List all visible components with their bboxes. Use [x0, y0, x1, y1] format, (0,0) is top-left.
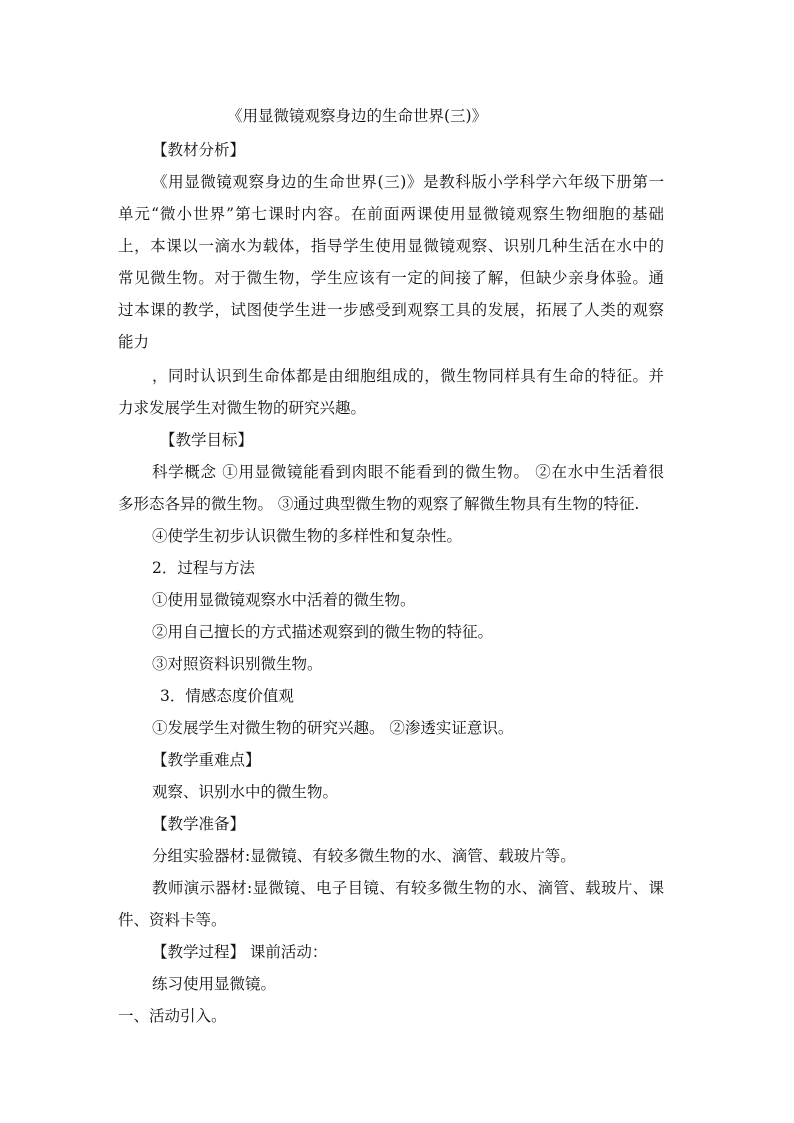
analysis-line-6: 能力	[118, 333, 150, 351]
document-title: 《用显微镜观察身边的生命世界(三)》	[227, 107, 488, 125]
analysis-line-1: 《用显微镜观察身边的生命世界(三)》是教科版小学科学六年级下册第一	[152, 173, 664, 191]
goals-line-1: 科学概念 ①用显微镜能看到肉眼不能看到的微生物。 ②在水中生活着很	[152, 463, 664, 481]
process-line-1: 练习使用显微镜。	[152, 975, 277, 993]
analysis-line-8: 力求发展学生对微生物的研究兴趣。	[118, 399, 367, 417]
analysis-line-3: 上，本课以一滴水为载体，指导学生使用显微镜观察、识别几种生活在水中的	[118, 237, 664, 255]
goals-line-7: ③对照资料识别微生物。	[152, 655, 323, 673]
process-line-2: 一、活动引入。	[118, 1007, 227, 1025]
goals-line-4: 2．过程与方法	[152, 559, 255, 577]
analysis-line-5: 过本课的教学，试图使学生进一步感受到观察工具的发展，拓展了人类的观察	[118, 301, 664, 319]
analysis-line-7: ，同时认识到生命体都是由细胞组成的，微生物同样具有生命的特征。并	[152, 367, 664, 385]
keypoints-text: 观察、识别水中的微生物。	[152, 783, 339, 801]
goals-line-3: ④使学生初步认识微生物的多样性和复杂性。	[152, 527, 463, 545]
goals-line-2: 多形态各异的微生物。 ③通过典型微生物的观察了解微生物具有生物的特征.	[118, 495, 640, 513]
analysis-heading: 【教材分析】	[152, 141, 246, 159]
analysis-line-2: 单元“微小世界”第七课时内容。在前面两课使用显微镜观察生物细胞的基础	[118, 205, 664, 223]
prep-line-3: 件、资料卡等。	[118, 911, 227, 929]
goals-heading: 【教学目标】	[160, 431, 254, 449]
goals-line-9: ①发展学生对微生物的研究兴趣。 ②渗透实证意识。	[152, 719, 514, 737]
keypoints-heading: 【教学重难点】	[152, 751, 261, 769]
prep-heading: 【教学准备】	[152, 815, 246, 833]
analysis-line-4: 常见微生物。对于微生物，学生应该有一定的间接了解，但缺少亲身体验。通	[118, 269, 664, 287]
prep-line-1: 分组实验器材:显微镜、有较多微生物的水、滴管、载玻片等。	[152, 847, 576, 865]
goals-line-8: 3．情感态度价值观	[160, 687, 294, 705]
goals-line-5: ①使用显微镜观察水中活着的微生物。	[152, 591, 416, 609]
goals-line-6: ②用自己擅长的方式描述观察到的微生物的特征。	[152, 623, 494, 641]
process-heading: 【教学过程】 课前活动：	[152, 943, 328, 961]
prep-line-2: 教师演示器材:显微镜、电子目镜、有较多微生物的水、滴管、载玻片、课	[152, 879, 664, 897]
